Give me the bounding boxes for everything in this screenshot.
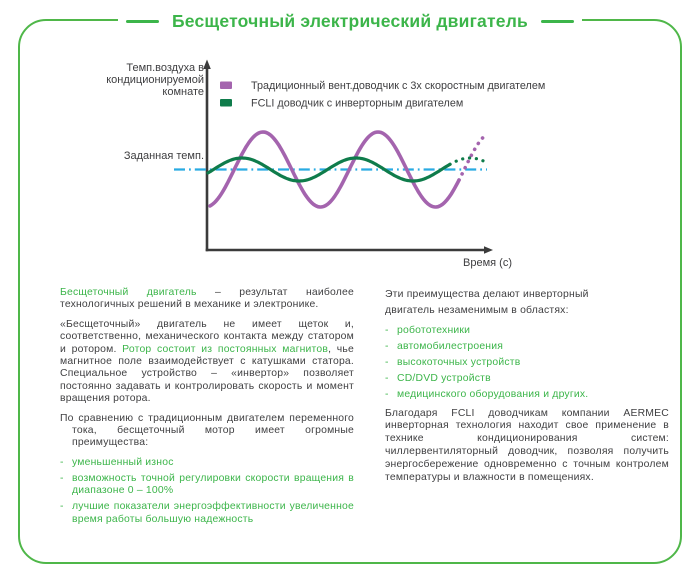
list-item-text: уменьшенный износ	[72, 456, 174, 468]
accent-text-run: Ротор состоит из постоянных магнитов	[122, 343, 329, 355]
text-run: , чье магнитное поле взаимодействует с катушками статора. Специальное устройство – «инвертор» позволяет постоянно задавать и контролировать скорость и момент вращения ротора.	[60, 343, 354, 405]
left-column	[60, 287, 354, 529]
chart-curves	[174, 132, 488, 207]
list-item-text: CD/DVD устройств	[397, 373, 491, 384]
list-item	[385, 357, 669, 369]
paragraph-fcli-technology: Благодаря FCLI доводчикам компании AERMEC инверторная технология находит свое применение в технике кондиционирования систем: чиллервентиляторный доводчик, позволяя получить энергосбережение одновременно с точным контролем температуры и влажности в помещениях.	[385, 407, 669, 484]
list-item-text: медицинского оборудования и других.	[397, 389, 589, 400]
page-title: Бесщеточный электрический двигатель	[172, 11, 528, 31]
list-item-text: робототехники	[397, 325, 471, 336]
right-column	[385, 287, 669, 492]
legend-swatch-traditional	[220, 82, 232, 90]
bullet-dash: -	[385, 341, 389, 352]
bullet-dash: -	[385, 357, 389, 368]
legend-label-fcli: FCLI доводчик с инверторным двигателем	[251, 97, 464, 110]
legend-label-traditional: Традиционный вент.доводчик с 3х скоростным двигателем	[251, 80, 546, 92]
list-item	[385, 325, 669, 337]
list-item	[60, 473, 354, 498]
bullet-dash: -	[60, 472, 64, 484]
paragraph-advantages-lead: По сравнению с традиционным двигателем переменного тока, бесщеточный мотор имеет огромные преимущества:	[60, 412, 354, 449]
list-item-text: высокоточных устройств	[397, 357, 521, 368]
chart-legend	[220, 80, 545, 110]
text-run: – результат наиболее технологичных решений в механике и электронике.	[60, 287, 354, 311]
list-item	[60, 457, 354, 469]
text-run: «Бесщеточный» двигатель не имеет щеток и, соответственно, механического контакта между статором и ротором.	[60, 318, 354, 355]
bullet-dash: -	[385, 389, 389, 400]
list-item-text: лучшие показатели энергоэффективности увеличенное время работы большую надежность	[72, 501, 354, 525]
legend-swatch-fcli	[220, 99, 232, 107]
temperature-chart	[0, 0, 700, 280]
y-axis-label-line2: кондиционируемой	[106, 74, 204, 86]
bullet-dash: -	[385, 373, 389, 384]
y-axis-label-line3: комнате	[162, 86, 204, 98]
bullet-dash: -	[385, 325, 389, 336]
x-axis-arrow-icon	[484, 246, 493, 254]
list-item-text: возможность точной регулировки скорости вращения в диапазоне 0 – 100%	[72, 472, 354, 497]
y-axis-arrow-icon	[203, 60, 211, 70]
x-axis-label: Время (с)	[463, 257, 512, 269]
paragraph-applications-lead: Эти преимущества делают инверторный двигатель незаменимым в областях:	[385, 289, 589, 316]
advantages-list	[60, 457, 354, 526]
paragraph-motor-description	[60, 319, 354, 406]
accent-text-run: Бесщеточный двигатель	[60, 287, 197, 298]
bullet-dash: -	[60, 501, 64, 513]
list-item	[385, 373, 669, 385]
list-item	[385, 341, 669, 353]
bullet-dash: -	[60, 456, 64, 468]
setpoint-label: Заданная темп.	[123, 150, 204, 162]
list-item	[60, 501, 354, 526]
list-item	[385, 389, 669, 401]
paragraph-intro-motor	[60, 287, 354, 312]
y-axis-label-line1: Темп.воздуха в	[126, 62, 204, 74]
applications-list	[385, 325, 669, 401]
list-item-text: автомобилестроения	[397, 341, 504, 352]
